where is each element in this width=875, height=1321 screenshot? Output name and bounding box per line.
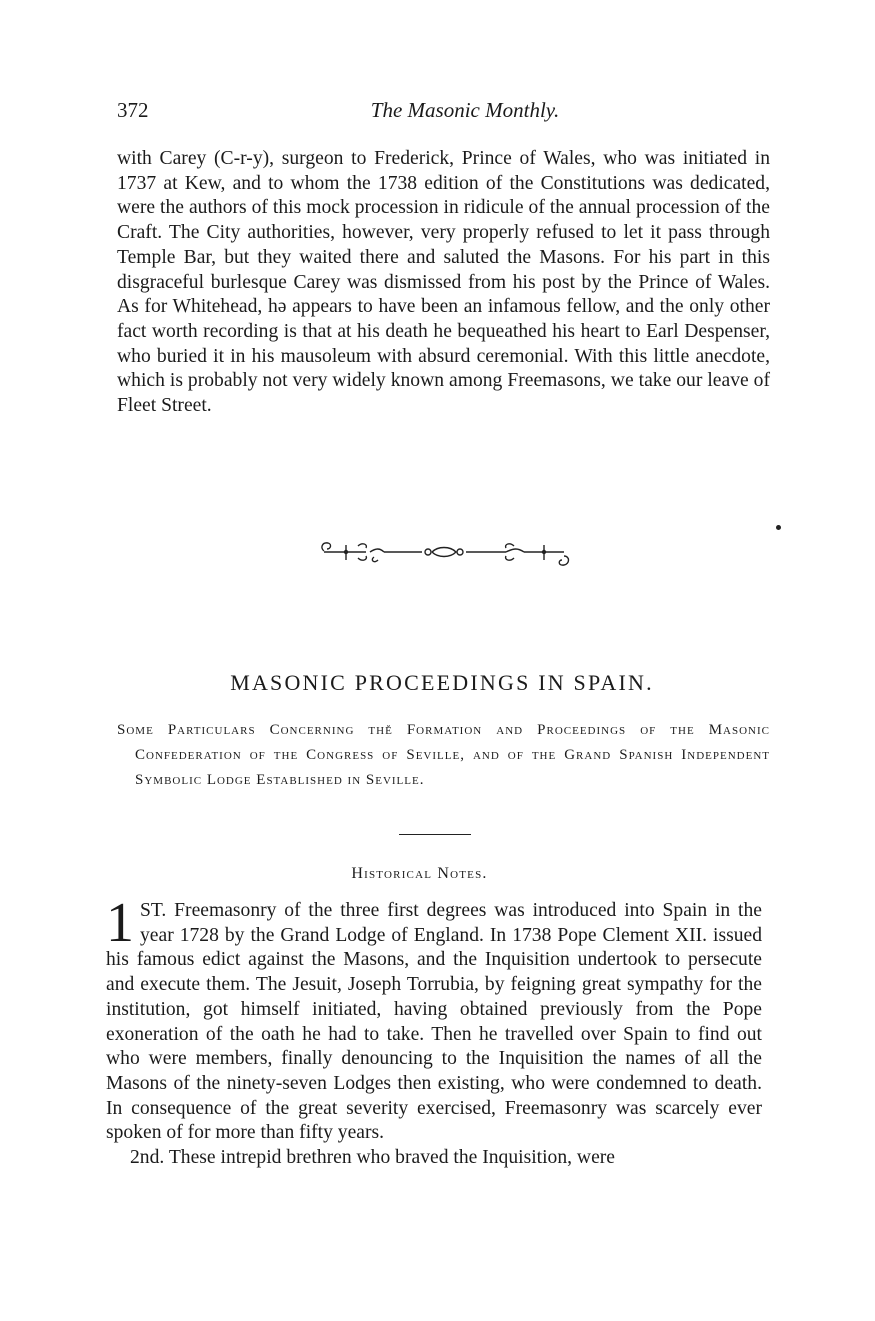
- short-rule-divider: [399, 834, 471, 835]
- article-body: [106, 892, 762, 1171]
- paragraph-2: 2nd. These intrepid brethren who braved the Inquisition, were: [130, 1147, 615, 1169]
- paragraph-1-text: ST. Freemasonry of the three first degrees was introduced into Spain in the year 1728 by the Grand Lodge of England. In 1738 Pope Clement XII. issued his famous edict against the Masons, and the Inquisition undertook to persecute and execute them. The Jesuit, Joseph Torrubia, by feigning great sympathy for the institution, got himself initiated, having obtained previously from the Pope exoneration of the oath he had to take. Then he travelled over Spain to find out who were members, finally denouncing to the Inquisition the names of all the Masons of the ninety-seven Lodges then existing, who were condemned to death. In consequence of the great severity exercised, Freemasonry was scarcely ever spoken of for more than fifty years.: [106, 900, 762, 1144]
- article-title: MASONIC PROCEEDINGS IN SPAIN.: [230, 670, 654, 695]
- article-subtitle: Some Particulars Concerning thĕ Formation and Proceedings of the Masonic Confederation of the Congress of Seville, and of the Grand Spanish Independent Symbolic Lodge Established in Seville.: [117, 722, 770, 788]
- page-number: 372: [117, 98, 149, 122]
- paragraph-1: [106, 892, 762, 1146]
- ink-speck: [776, 525, 781, 530]
- section-ornament-divider: [318, 534, 572, 574]
- previous-article-closing-paragraph: with Carey (C-r-y), surgeon to Frederick, Prince of Wales, who was initiated in 1737 at Kew, and to whom the 1738 edition of the Constitutions was dedicated, were the authors of this mock procession in ridicule of the annual procession of the Craft. The City authorities, however, very properly refused to let it pass through Temple Bar, but they waited there and saluted the Masons. For his part in this disgraceful burlesque Carey was dismissed from his post by the Prince of Wales. As for Whitehead, hə appears to have been an infamous fellow, and the only other fact worth recording is that at his death he bequeathed his heart to Earl Despenser, who buried it in his mausoleum with absurd ceremonial. With this little anecdote, which is probably not very widely known among Freemasons, we take our leave of Fleet Street.: [117, 148, 770, 417]
- running-head: [117, 96, 769, 126]
- drop-cap: 1: [106, 892, 134, 954]
- journal-title: The Masonic Monthly.: [370, 98, 560, 122]
- section-heading: Historical Notes.: [351, 865, 488, 882]
